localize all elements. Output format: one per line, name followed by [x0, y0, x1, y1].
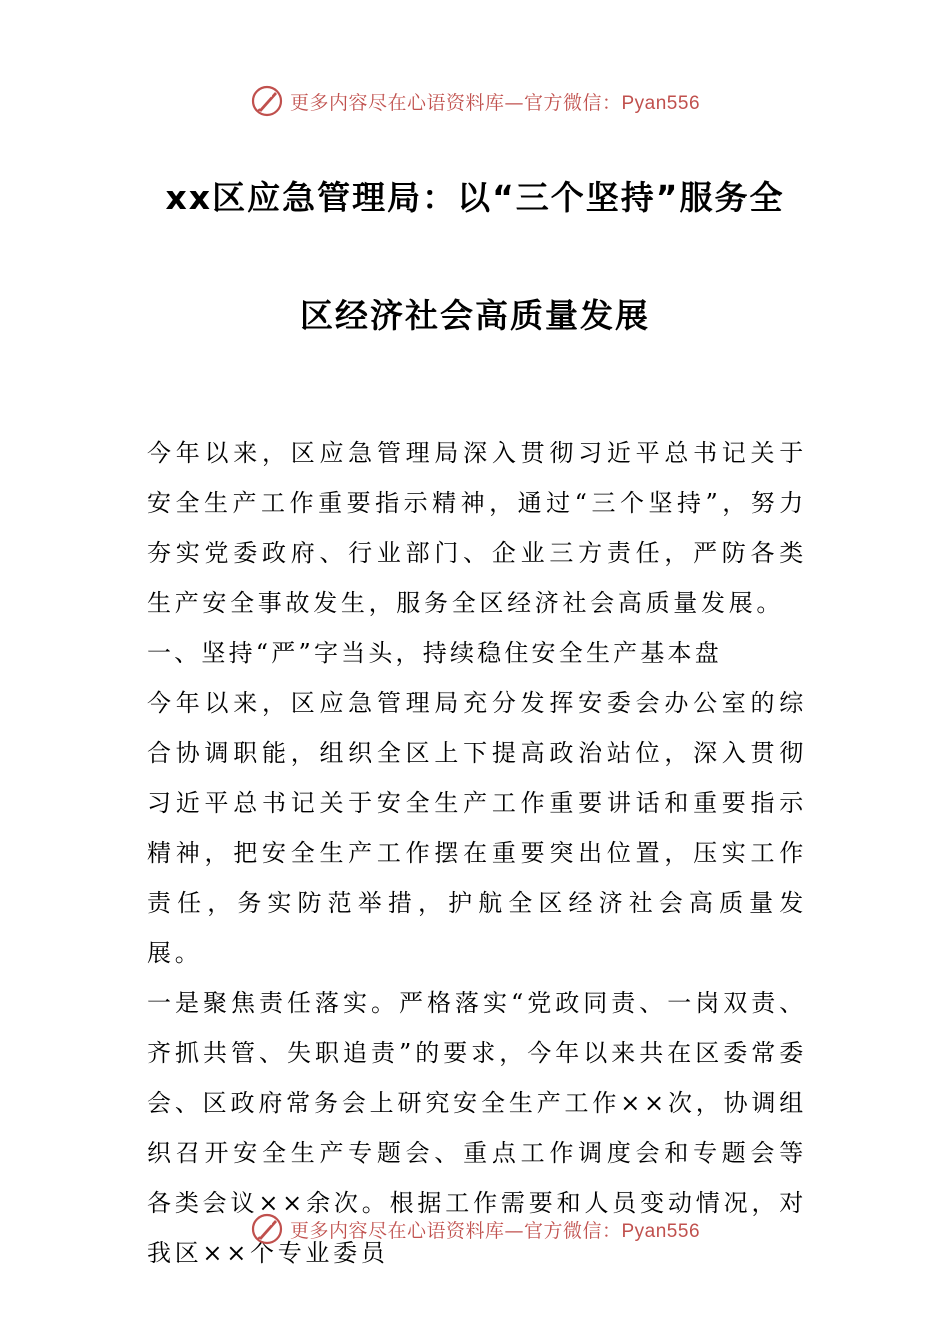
document-title-line-1: xx区应急管理局：以“三个坚持”服务全 [165, 178, 785, 217]
paragraph-intro: 今年以来，区应急管理局深入贯彻习近平总书记关于安全生产工作重要指示精神，通过“三个坚持”，努力夯实党委政府、行业部门、企业三方责任，严防各类生产安全事故发生，服务全区经济社会高质量发展。 [147, 439, 807, 617]
watermark-text [290, 88, 700, 115]
watermark-header [0, 84, 950, 118]
wechat-id: Pyan556 [621, 92, 701, 114]
watermark-footer [0, 1212, 950, 1246]
watermark-label: 更多内容尽在心语资料库—官方微信： [289, 1219, 622, 1242]
wechat-id: Pyan556 [621, 1220, 701, 1242]
quill-pen-icon [250, 1212, 284, 1246]
section-heading-1: 一、坚持“严”字当头，持续稳住安全生产基本盘 [147, 639, 722, 667]
document-title-line-2: 区经济社会高质量发展 [300, 296, 650, 335]
document-body [147, 428, 807, 1278]
quill-pen-icon [250, 84, 284, 118]
watermark-text [290, 1216, 700, 1243]
paragraph-section-1: 今年以来，区应急管理局充分发挥安委会办公室的综合协调职能，组织全区上下提高政治站位，深入贯彻习近平总书记关于安全生产工作重要讲话和重要指示精神，把安全生产工作摆在重要突出位置，压实工作责任，务实防范举措，护航全区经济社会高质量发展。 [147, 689, 807, 967]
watermark-label: 更多内容尽在心语资料库—官方微信： [289, 91, 622, 114]
paragraph-responsibility: 一是聚焦责任落实。严格落实“党政同责、一岗双责、齐抓共管、失职追责”的要求，今年以来共在区委常委会、区政府常务会上研究安全生产工作××次，协调组织召开安全生产专题会、重点工作调度会和专题会等各类会议××余次。根据工作需要和人员变动情况，对我区××个专业委员 [147, 989, 807, 1267]
